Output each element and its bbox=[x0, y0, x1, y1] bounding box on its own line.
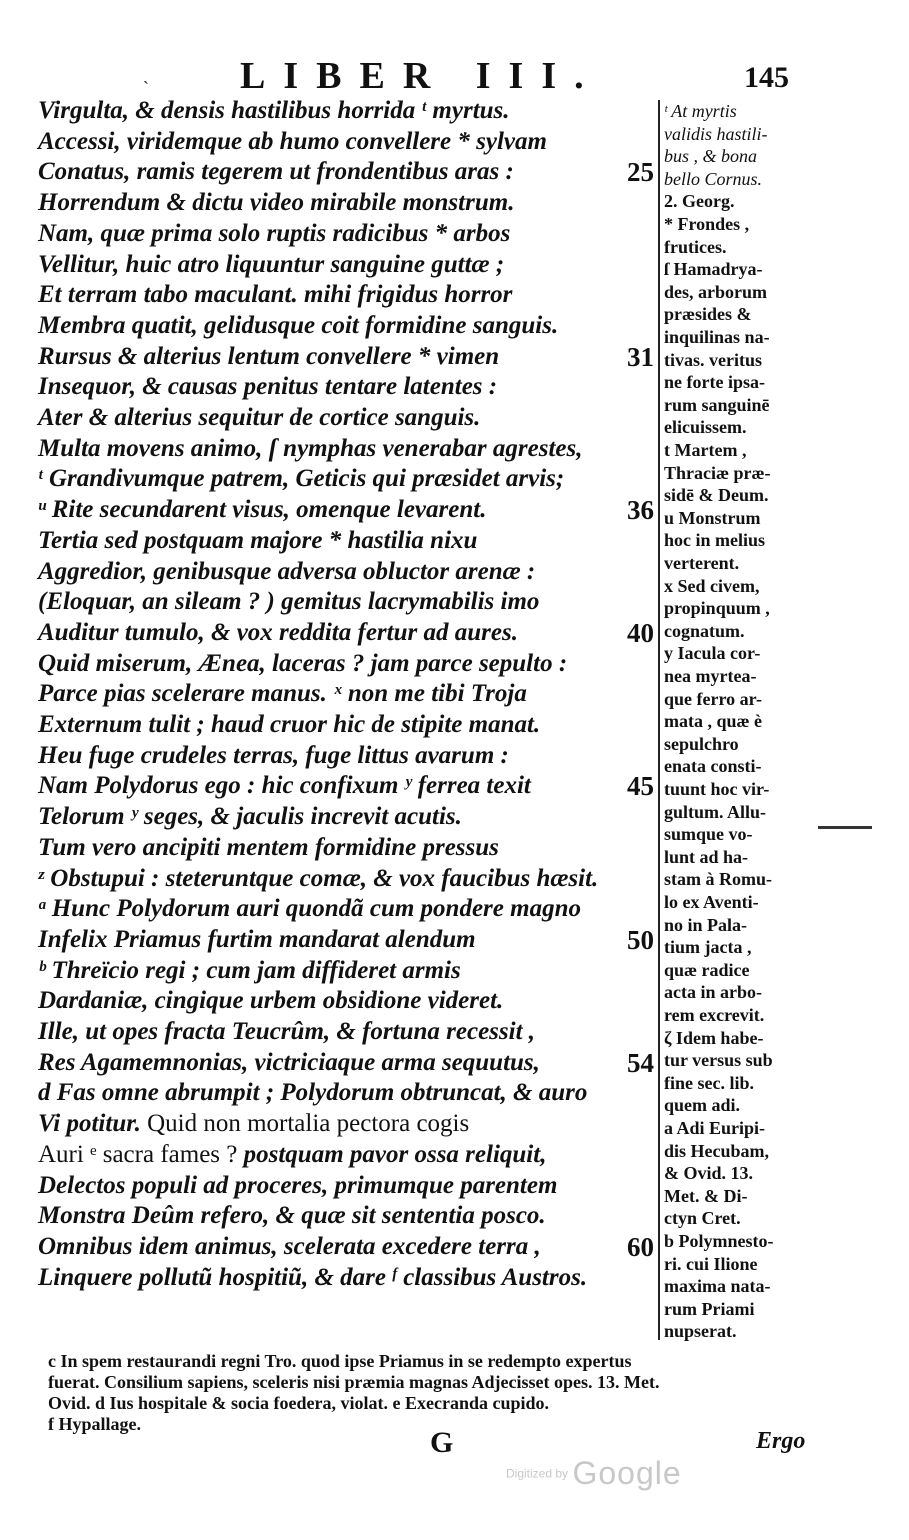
line-number: 50 bbox=[627, 924, 654, 955]
note-line: elicuissem. bbox=[664, 417, 747, 438]
verse-line bbox=[38, 1017, 658, 1047]
note-line: maxima nata- bbox=[664, 1276, 771, 1297]
watermark-small: Digitized by bbox=[506, 1466, 569, 1481]
line-number: 60 bbox=[627, 1231, 654, 1262]
watermark-logo: Google bbox=[572, 1455, 682, 1491]
verse-line bbox=[38, 925, 658, 955]
note-line: inquilinas na- bbox=[664, 327, 770, 347]
note-line: gultum. Allu- bbox=[664, 801, 767, 822]
note-line: tivas. veritus bbox=[664, 349, 762, 370]
note-line: præsides & bbox=[664, 304, 752, 325]
note-line: y Iacula cor- bbox=[664, 643, 761, 664]
verse-line bbox=[38, 403, 658, 433]
verse-line bbox=[38, 894, 658, 924]
verse-line bbox=[38, 280, 658, 310]
note-line: propinquum , bbox=[664, 598, 770, 619]
note-line: Thraciæ præ- bbox=[664, 462, 771, 483]
verse-text-italic: Conatus, ramis tegerem ut frondentibus aras : bbox=[38, 158, 514, 186]
verse-line bbox=[38, 649, 658, 679]
verse-text-italic: Delectos populi ad proceres, primumque parentem bbox=[38, 1171, 558, 1199]
note-line: enata consti- bbox=[664, 756, 762, 777]
verse-line bbox=[38, 986, 658, 1016]
page-header bbox=[0, 56, 909, 96]
verse-text-italic: Externum tulit ; haud cruor hic de stipite manat. bbox=[38, 711, 541, 738]
verse-line bbox=[38, 587, 658, 617]
verse-text-italic: Telorum ʸ seges, & jaculis increvit acutis. bbox=[38, 803, 462, 831]
verse-line bbox=[38, 771, 658, 801]
footnote-line: c In spem restaurandi regni Tro. quod ipse Priamus in se redempto expertus bbox=[48, 1351, 632, 1371]
verse-text-roman: Quid non mortalia pectora cogis bbox=[140, 1110, 470, 1138]
note-line: 2. Georg. bbox=[664, 191, 735, 212]
catchword: Ergo bbox=[756, 1428, 806, 1454]
verse-line bbox=[38, 1048, 658, 1078]
note-line: fine sec. lib. bbox=[664, 1072, 754, 1093]
note-line: & Ovid. 13. bbox=[664, 1163, 754, 1184]
note-line: bus , & bona bbox=[664, 146, 758, 167]
verse-text-italic: Rursus & alterius lentum convellere * vimen bbox=[38, 342, 500, 370]
verse-text-italic: Tum vero ancipiti mentem formidine pressus bbox=[38, 833, 499, 861]
footnote-line: fuerat. Consilium sapiens, sceleris nisi præmia magnas Adjecisset opes. 13. Met. bbox=[48, 1372, 660, 1392]
verse-text-italic: Vi potitur. bbox=[38, 1110, 141, 1138]
note-line: ctyn Cret. bbox=[664, 1208, 741, 1229]
note-line: mata , quæ è bbox=[664, 711, 762, 732]
verse-line bbox=[38, 956, 658, 986]
note-line: b Polymnesto- bbox=[664, 1231, 774, 1251]
verse-text-italic: Et terram tabo maculant. mihi frigidus horror bbox=[38, 281, 513, 309]
verse-line bbox=[38, 250, 658, 280]
note-line: sumque vo- bbox=[664, 824, 753, 845]
note-line: x Sed civem, bbox=[664, 575, 760, 596]
footnote-line: f Hypallage. bbox=[48, 1414, 141, 1434]
note-line: a Adi Euripi- bbox=[664, 1118, 766, 1138]
digitized-watermark bbox=[506, 1455, 682, 1492]
line-number: 25 bbox=[627, 157, 654, 188]
verse-text-italic: ᵃ Hunc Polydorum auri quondã cum pondere magno bbox=[38, 895, 581, 923]
signature-mark: G bbox=[430, 1426, 454, 1459]
note-line: dis Hecubam, bbox=[664, 1140, 770, 1161]
verse-text-italic: ᶻ Obstupui : steteruntque comæ, & vox faucibus hæsit. bbox=[38, 864, 599, 892]
verse-text-italic: ᵗ Grandivumque patrem, Geticis qui præsidet arvis; bbox=[38, 465, 565, 493]
verse-text-italic: Res Agamemnonias, victriciaque arma sequutus, bbox=[38, 1048, 540, 1076]
note-line: lo ex Aventi- bbox=[664, 892, 759, 912]
verse-line bbox=[38, 342, 658, 372]
verse-text-italic: Omnibus idem animus, scelerata excedere terra , bbox=[38, 1232, 541, 1260]
note-line: tur versus sub bbox=[664, 1050, 773, 1071]
note-line: quæ radice bbox=[664, 959, 750, 980]
verse-line bbox=[38, 434, 658, 464]
verse-text-italic: Aggredior, genibusque adversa obluctor arenæ : bbox=[38, 557, 536, 585]
verse-line bbox=[38, 1263, 658, 1293]
note-line: nea myrtea- bbox=[664, 666, 757, 686]
note-line: ζ Idem habe- bbox=[664, 1027, 764, 1048]
verse-text-italic: Insequor, & causas penitus tentare latentes : bbox=[38, 373, 498, 401]
verse-text-italic: Linquere pollutũ hospitiũ, & dare ᶠ classibus Austros. bbox=[38, 1263, 588, 1291]
note-line: t Martem , bbox=[664, 440, 747, 460]
verse-line bbox=[38, 464, 658, 494]
verse-line bbox=[38, 1232, 658, 1262]
verse-text-italic: d Fas omne abrumpit ; Polydorum obtruncat, & auro bbox=[38, 1079, 588, 1107]
verse-line bbox=[38, 188, 658, 218]
note-line: que ferro ar- bbox=[664, 688, 762, 709]
verse-text-italic: Ille, ut opes fracta Teucrûm, & fortuna recessit , bbox=[38, 1018, 536, 1045]
verse-line bbox=[38, 1140, 658, 1170]
note-line: u Monstrum bbox=[664, 507, 761, 528]
note-line: bello Cornus. bbox=[664, 168, 763, 189]
verse-text-italic: Virgulta, & densis hastilibus horrida ᵗ myrtus. bbox=[38, 97, 510, 124]
verse-line bbox=[38, 864, 658, 894]
verse-text-italic: ᵇ Threïcio regi ; cum jam diffideret armis bbox=[38, 956, 461, 984]
note-line: des, arborum bbox=[664, 281, 767, 302]
line-number: 31 bbox=[627, 341, 654, 372]
note-line: cognatum. bbox=[664, 620, 745, 641]
verse-text-italic: Horrendum & dictu video mirabile monstrum. bbox=[38, 189, 515, 217]
column-divider bbox=[658, 100, 660, 1340]
verse-text-italic: Heu fuge crudeles terras, fuge littus avarum : bbox=[38, 741, 509, 769]
verse-line bbox=[38, 127, 658, 157]
tick-mark: ` bbox=[143, 78, 149, 98]
verse-line bbox=[38, 1201, 658, 1231]
line-number: 40 bbox=[627, 617, 654, 648]
verse-line bbox=[38, 372, 658, 402]
verse-text-italic: Parce pias scelerare manus. ˣ non me tibi Troja bbox=[38, 680, 527, 708]
page-number: 145 bbox=[744, 61, 789, 94]
note-line: rum Priami bbox=[664, 1298, 755, 1319]
note-line: validis hastili- bbox=[664, 123, 768, 144]
verse-text-italic: Ater & alterius sequitur de cortice sanguis. bbox=[38, 404, 481, 431]
verse-text-italic: Quid miserum, Ænea, laceras ? jam parce sepulto : bbox=[38, 649, 568, 677]
note-line: stam à Romu- bbox=[664, 869, 772, 890]
note-line: nupserat. bbox=[664, 1321, 737, 1342]
verse-text-italic: Multa movens animo, ſ nymphas venerabar agrestes, bbox=[38, 434, 583, 462]
verse-line bbox=[38, 679, 658, 709]
verse-line bbox=[38, 1109, 658, 1139]
verse-text-italic: Auditur tumulo, & vox reddita fertur ad aures. bbox=[38, 618, 518, 646]
verse-text-italic: Infelix Priamus furtim mandarat alendum bbox=[38, 925, 476, 953]
verse-text-italic: Dardaniæ, cingique urbem obsidione videret. bbox=[38, 987, 504, 1015]
verse-text-italic: Nam Polydorus ego : hic confixum ʸ ferrea texit bbox=[38, 772, 531, 800]
verse-text-italic: (Eloquar, an sileam ? ) gemitus lacrymabilis imo bbox=[38, 588, 540, 616]
verse-text-italic: Monstra Deûm refero, & quæ sit sententia posco. bbox=[38, 1202, 546, 1230]
verse-line bbox=[38, 710, 658, 740]
note-line: quem adi. bbox=[664, 1095, 741, 1116]
note-line: * Frondes , bbox=[664, 214, 750, 234]
note-line: lunt ad ha- bbox=[664, 846, 749, 867]
note-line: verterent. bbox=[664, 553, 740, 573]
verse-line bbox=[38, 741, 658, 771]
note-line: ſ Hamadrya- bbox=[664, 259, 763, 280]
verse-text-italic: Nam, quæ prima solo ruptis radicibus * arbos bbox=[38, 219, 511, 247]
note-line: tuunt hoc vir- bbox=[664, 779, 770, 799]
note-line: ᵗ At myrtis bbox=[664, 101, 737, 121]
line-number: 36 bbox=[627, 495, 654, 526]
verse-line bbox=[38, 833, 658, 863]
note-line: Met. & Di- bbox=[664, 1185, 748, 1206]
verse-text-italic: Vellitur, huic atro liquuntur sanguine guttæ ; bbox=[38, 250, 505, 278]
verse-text-roman: Auri ᵉ sacra fames ? bbox=[38, 1140, 238, 1168]
verse-line bbox=[38, 1171, 658, 1201]
verse-text-italic: Tertia sed postquam majore * hastilia nixu bbox=[38, 526, 478, 554]
verse-line bbox=[38, 526, 658, 556]
verse-line bbox=[38, 618, 658, 648]
verse-text-italic: Membra quatit, gelidusque coit formidine sanguis. bbox=[38, 311, 559, 339]
verse-line bbox=[38, 311, 658, 341]
verse-text-italic: postquam pavor ossa reliquit, bbox=[237, 1140, 547, 1168]
verse-line bbox=[38, 157, 658, 187]
verse-text-italic: Accessi, viridemque ab humo convellere * sylvam bbox=[38, 127, 547, 155]
verse-line bbox=[38, 495, 658, 525]
verse-line bbox=[38, 557, 658, 587]
note-line: hoc in melius bbox=[664, 530, 766, 551]
verse-line bbox=[38, 1078, 658, 1108]
footnote-line: Ovid. d Ius hospitale & socia foedera, violat. e Execranda cupido. bbox=[48, 1393, 550, 1413]
note-line: acta in arbo- bbox=[664, 982, 762, 1003]
note-line: no in Pala- bbox=[664, 914, 748, 935]
note-line: sidē & Deum. bbox=[664, 485, 769, 506]
running-head: LIBER III. bbox=[240, 55, 602, 97]
note-line: tium jacta , bbox=[664, 937, 752, 958]
verse-text-italic: ᵘ Rite secundarent visus, omenque levarent. bbox=[38, 496, 487, 524]
verse-line bbox=[38, 96, 658, 126]
line-number: 54 bbox=[627, 1047, 654, 1078]
verse-line bbox=[38, 802, 658, 832]
note-line: rum sanguinē bbox=[664, 394, 770, 415]
margin-mark bbox=[818, 826, 872, 829]
note-line: frutices. bbox=[664, 236, 727, 257]
note-line: ri. cui Ilione bbox=[664, 1253, 758, 1274]
note-line: rem excrevit. bbox=[664, 1005, 765, 1025]
note-line: ne forte ipsa- bbox=[664, 372, 765, 393]
line-number: 45 bbox=[627, 771, 654, 802]
verse-line bbox=[38, 219, 658, 249]
note-line: sepulchro bbox=[664, 733, 739, 754]
